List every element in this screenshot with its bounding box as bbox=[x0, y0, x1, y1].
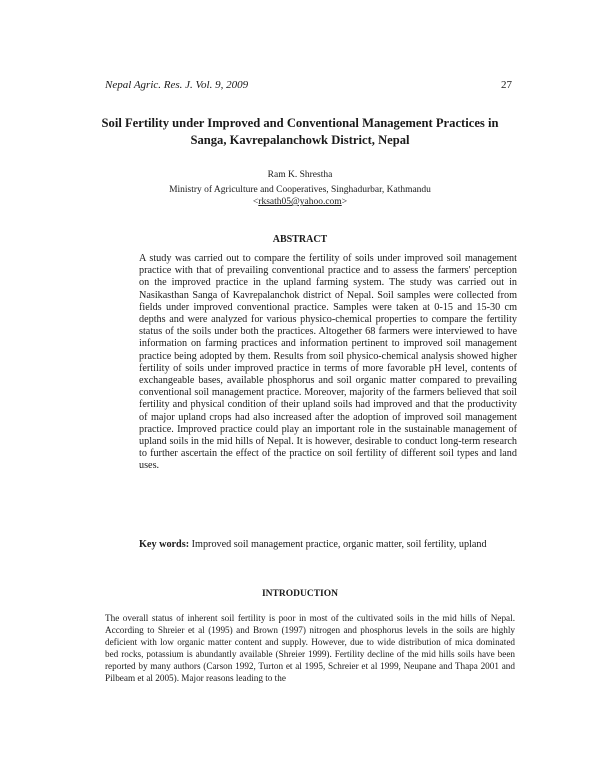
keywords bbox=[139, 539, 517, 551]
author-name: Ram K. Shrestha bbox=[267, 170, 333, 180]
author-affiliation: Ministry of Agriculture and Cooperatives, Singhadurbar, Kathmandu bbox=[169, 185, 431, 195]
introduction-heading: INTRODUCTION bbox=[261, 589, 338, 599]
keywords-label: Key words: bbox=[139, 539, 190, 550]
article-title: Soil Fertility under Improved and Conventional Management Practices in Sanga, Kavrepalanchowk District, Nepal bbox=[101, 116, 499, 147]
running-head: Nepal Agric. Res. J. Vol. 9, 2009 bbox=[105, 79, 249, 91]
introduction-body: The overall status of inherent soil fertility is poor in most of the cultivated soils in the mid hills of Nepal. According to Shreier et al (1995) and Brown (1997) nitrogen and phosphorus levels in the soils are highly deficient with low organic matter content and supply. However, due to wide distribution of mica dominated bed rocks, potassium is abundantly available (Shreier 1999). Fertility decline of the mid hills soils have been reported by many authors (Carson 1992, Turton et al 1995, Schreier et al 1999, Neupane and Thapa 2001 and Pilbeam et al 2005). Major reasons leading to the bbox=[105, 613, 515, 684]
abstract-body: A study was carried out to compare the fertility of soils under improved soil management practice with that of prevailing conventional practice and to assess the farmers' perception on the improved practice in the upland farming system. The study was carried out in Nasikasthan Sanga of Kavrepalanchok district of Nepal. Soil samples were collected from fields under improved conventional practice. Samples were taken at 0-15 and 15-30 cm depths and were analyzed for various physico-chemical properties to compare the fertility status of the soils under both the practices. Altogether 68 farmers were interviewed to have information on farming practices and information pertinent to improved soil management practice being adopted by them. Results from soil physico-chemical analysis showed higher fertility of soils under improved practice in terms of more favorable pH level, contents of exchangeable bases, available phosphorus and soil organic matter compared to prevailing conventional soil management practice. Moreover, majority of the farmers believed that soil fertility and physical condition of their upland soils had improved and that the productivity of major upland crops had also increased after the adoption of improved soil management practice. Improved practice could play an important role in the sustainable management of upland soils in the mid hills of Nepal. It is however, desirable to conduct long-term research to further ascertain the effect of the practice on soil fertility of different soil types and land uses. bbox=[139, 253, 517, 472]
email-line bbox=[100, 196, 500, 208]
abstract-heading: ABSTRACT bbox=[272, 234, 328, 245]
keywords-text: Improved soil management practice, organic matter, soil fertility, upland bbox=[191, 539, 487, 550]
email-close-bracket: > bbox=[341, 197, 348, 207]
email-open-bracket: < bbox=[252, 197, 259, 207]
page-number: 27 bbox=[501, 79, 512, 91]
email-link[interactable]: rksath05@yahoo.com bbox=[258, 197, 342, 207]
